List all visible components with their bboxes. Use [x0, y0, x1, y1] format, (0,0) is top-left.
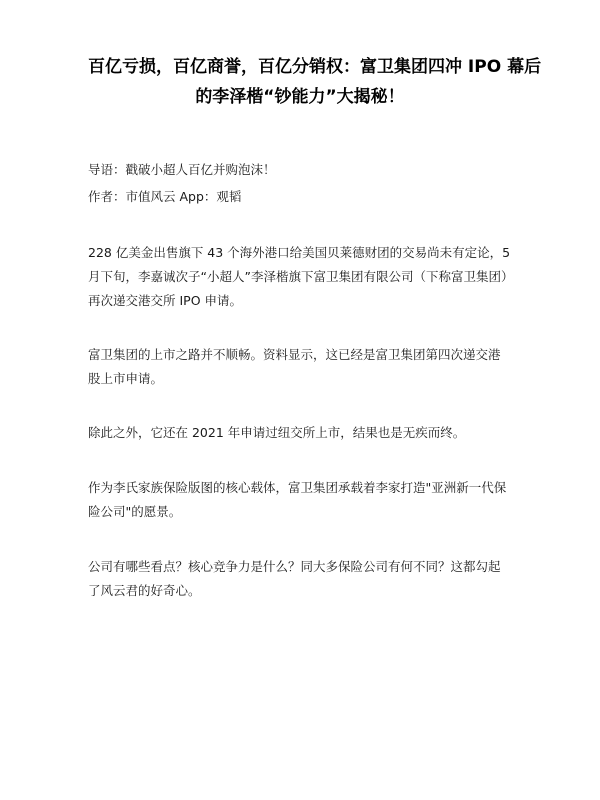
paragraph-3: 除此之外，它还在 2021 年申请过纽交所上市，结果也是无疾而终。	[88, 425, 466, 440]
paragraph-4: 作为李氏家族保险版图的核心载体，富卫集团承载着李家打造"亚洲新一代保险公司"的愿景。	[88, 480, 507, 519]
article-meta	[88, 160, 512, 207]
article-lead: 导语：戳破小超人百亿并购泡沫！	[88, 162, 276, 177]
paragraph-1: 228 亿美金出售旗下 43 个海外港口给美国贝莱德财团的交易尚未有定论，5 月下旬，李嘉诚次子“小超人”李泽楷旗下富卫集团有限公司（下称富卫集团）再次递交港交所 IPO 申请。	[88, 245, 511, 308]
paragraph-5: 公司有哪些看点？核心竞争力是什么？同大多保险公司有何不同？这都勾起了风云君的好奇心。	[88, 559, 501, 598]
article-title-line-2: 的李泽楷“钞能力”大揭秘！	[195, 87, 405, 107]
article-title	[88, 52, 542, 112]
article-author: 作者：市值风云 App：观韬	[88, 189, 242, 204]
article-title-line-1: 百亿亏损，百亿商誉，百亿分销权：富卫集团四冲 IPO 幕后	[88, 57, 542, 77]
paragraph-2: 富卫集团的上市之路并不顺畅。资料显示，这已经是富卫集团第四次递交港股上市申请。	[88, 347, 501, 386]
